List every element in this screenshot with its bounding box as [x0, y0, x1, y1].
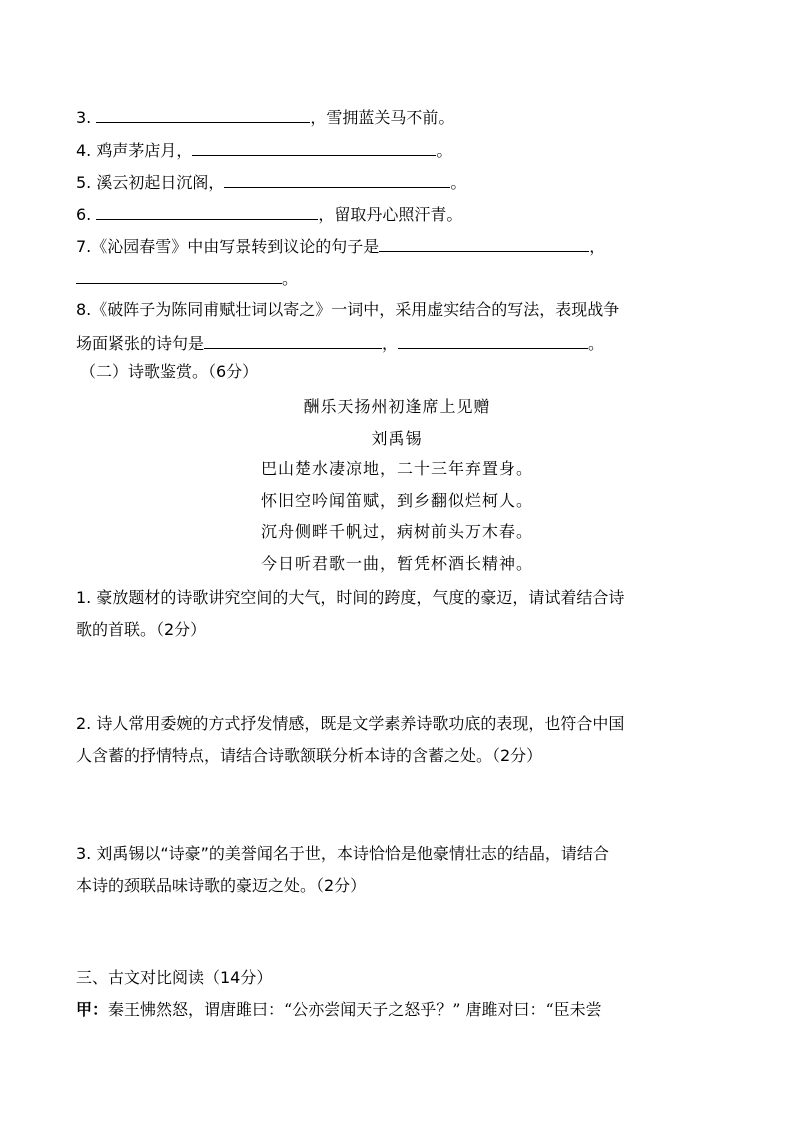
- poetry-question-1-cont: 歌的首联。（2分）: [76, 620, 207, 639]
- answer-blank[interactable]: [398, 332, 588, 349]
- poem-line: 今日听君歌一曲，暂凭杯酒长精神。: [260, 554, 533, 573]
- question-punct: ，: [382, 334, 399, 353]
- poem-line: 怀旧空吟闻笛赋，到乡翻似烂柯人。: [260, 491, 533, 510]
- fill-question-8: [76, 300, 726, 320]
- fill-question-8-cont: [76, 332, 726, 354]
- answer-blank[interactable]: [96, 203, 318, 220]
- question-text: ，雪拥蓝关马不前。: [310, 108, 455, 127]
- poetry-question-2: 2. 诗人常用委婉的方式抒发情感，既是文学素养诗歌功底的表现，也符合中国: [76, 714, 625, 733]
- fill-question-3: [76, 106, 726, 128]
- section-heading-classical: 三、古文对比阅读（14分）: [76, 968, 273, 987]
- poem-line: 巴山楚水凄凉地，二十三年弃置身。: [260, 459, 533, 478]
- answer-blank[interactable]: [96, 106, 310, 123]
- fill-question-5: [76, 171, 726, 193]
- question-punct: 。: [282, 269, 299, 288]
- passage-jia: [76, 1000, 726, 1020]
- question-text: 5. 溪云初起日沉阁，: [76, 173, 225, 192]
- section-heading-poetry: （二）诗歌鉴赏。（6分）: [80, 362, 259, 381]
- passage-text: 秦王怫然怒，谓唐雎曰：“公亦尝闻天子之怒乎？” 唐雎对曰：“臣未尝: [108, 1000, 602, 1019]
- poem-author: 刘禹锡: [371, 429, 423, 448]
- answer-blank[interactable]: [204, 332, 382, 349]
- question-punct: 。: [588, 334, 605, 353]
- poem-line: 沉舟侧畔千帆过，病树前头万木春。: [260, 522, 533, 541]
- poetry-question-1: 1. 豪放题材的诗歌讲究空间的大气，时间的跨度，气度的豪迈，请试着结合诗: [76, 588, 625, 607]
- answer-blank[interactable]: [379, 235, 589, 252]
- question-text: 场面紧张的诗句是: [76, 334, 205, 353]
- question-number: 6.: [76, 205, 92, 224]
- poetry-question-3-cont: 本诗的颈联品味诗歌的豪迈之处。（2分）: [76, 876, 367, 895]
- passage-label: 甲：: [76, 1000, 109, 1019]
- question-text: 4. 鸡声茅店月，: [76, 141, 193, 160]
- answer-blank[interactable]: [192, 139, 436, 156]
- question-punct: 。: [436, 141, 453, 160]
- fill-question-4: [76, 139, 726, 161]
- fill-question-6: [76, 203, 726, 225]
- question-number: 3.: [76, 108, 92, 127]
- question-punct: 。: [450, 173, 467, 192]
- poem-title: 酬乐天扬州初逢席上见赠: [303, 397, 491, 416]
- question-text: 8.《破阵子为陈同甫赋壮词以寄之》一词中，采用虚实结合的写法，表现战争: [76, 300, 620, 319]
- fill-question-7: [76, 235, 726, 257]
- poetry-question-3: 3. 刘禹锡以“诗豪”的美誉闻名于世，本诗恰恰是他豪情壮志的结晶，请结合: [76, 844, 609, 863]
- answer-blank[interactable]: [76, 267, 282, 284]
- poetry-question-2-cont: 人含蓄的抒情特点，请结合诗歌颔联分析本诗的含蓄之处。（2分）: [76, 746, 543, 765]
- question-text: 7.《沁园春雪》中由写景转到议论的句子是: [76, 237, 380, 256]
- answer-blank[interactable]: [224, 171, 450, 188]
- question-text: ，留取丹心照汗青。: [318, 205, 463, 224]
- fill-question-7-cont: [76, 267, 726, 289]
- question-punct: ，: [589, 237, 606, 256]
